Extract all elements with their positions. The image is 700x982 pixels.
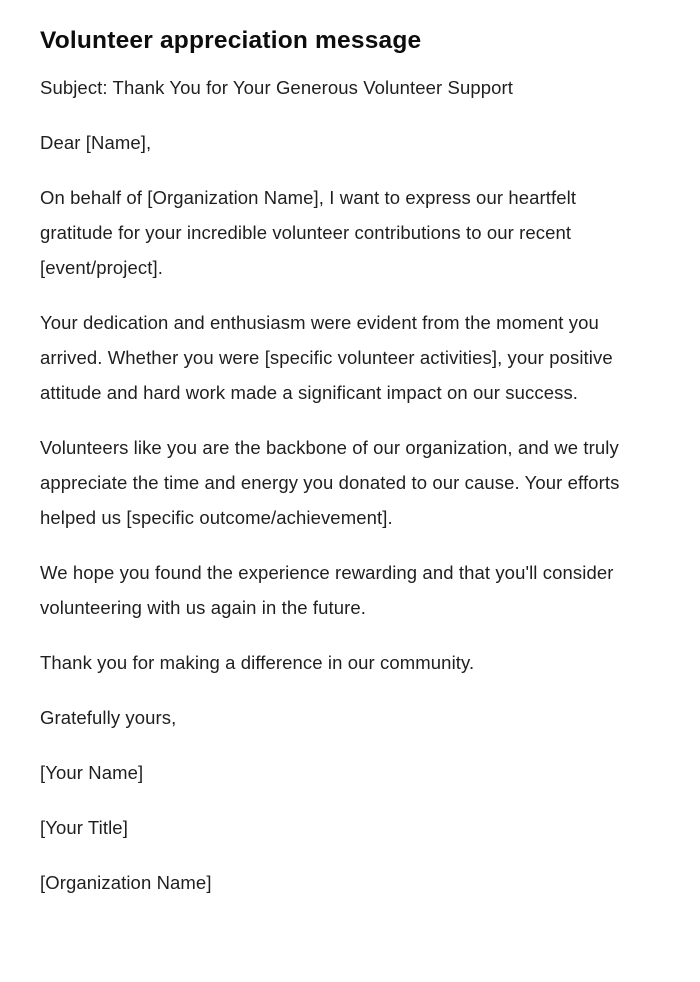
- subject-line: Subject: Thank You for Your Generous Volunteer Support: [40, 77, 514, 98]
- body-paragraph-5: Thank you for making a difference in our community.: [40, 652, 475, 673]
- signature-title-placeholder: [Your Title]: [40, 817, 128, 838]
- page-title: Volunteer appreciation message: [40, 27, 422, 54]
- salutation: Dear [Name],: [40, 132, 152, 153]
- signature-org-placeholder: [Organization Name]: [40, 872, 212, 893]
- body-paragraph-3: Volunteers like you are the backbone of our organization, and we truly appreciate the time and energy you donated to our cause. Your efforts helped us [specific outcome/achievement].: [40, 437, 620, 528]
- signature-name-placeholder: [Your Name]: [40, 762, 144, 783]
- signoff: Gratefully yours,: [40, 707, 177, 728]
- body-paragraph-1: On behalf of [Organization Name], I want to express our heartfelt gratitude for your incredible volunteer contributions to our recent [event/project].: [40, 187, 577, 278]
- body-paragraph-2: Your dedication and enthusiasm were evident from the moment you arrived. Whether you were [specific volunteer activities], your positive attitude and hard work made a significant impact on our success.: [40, 312, 613, 403]
- body-paragraph-4: We hope you found the experience rewarding and that you'll consider volunteering with us again in the future.: [40, 562, 614, 618]
